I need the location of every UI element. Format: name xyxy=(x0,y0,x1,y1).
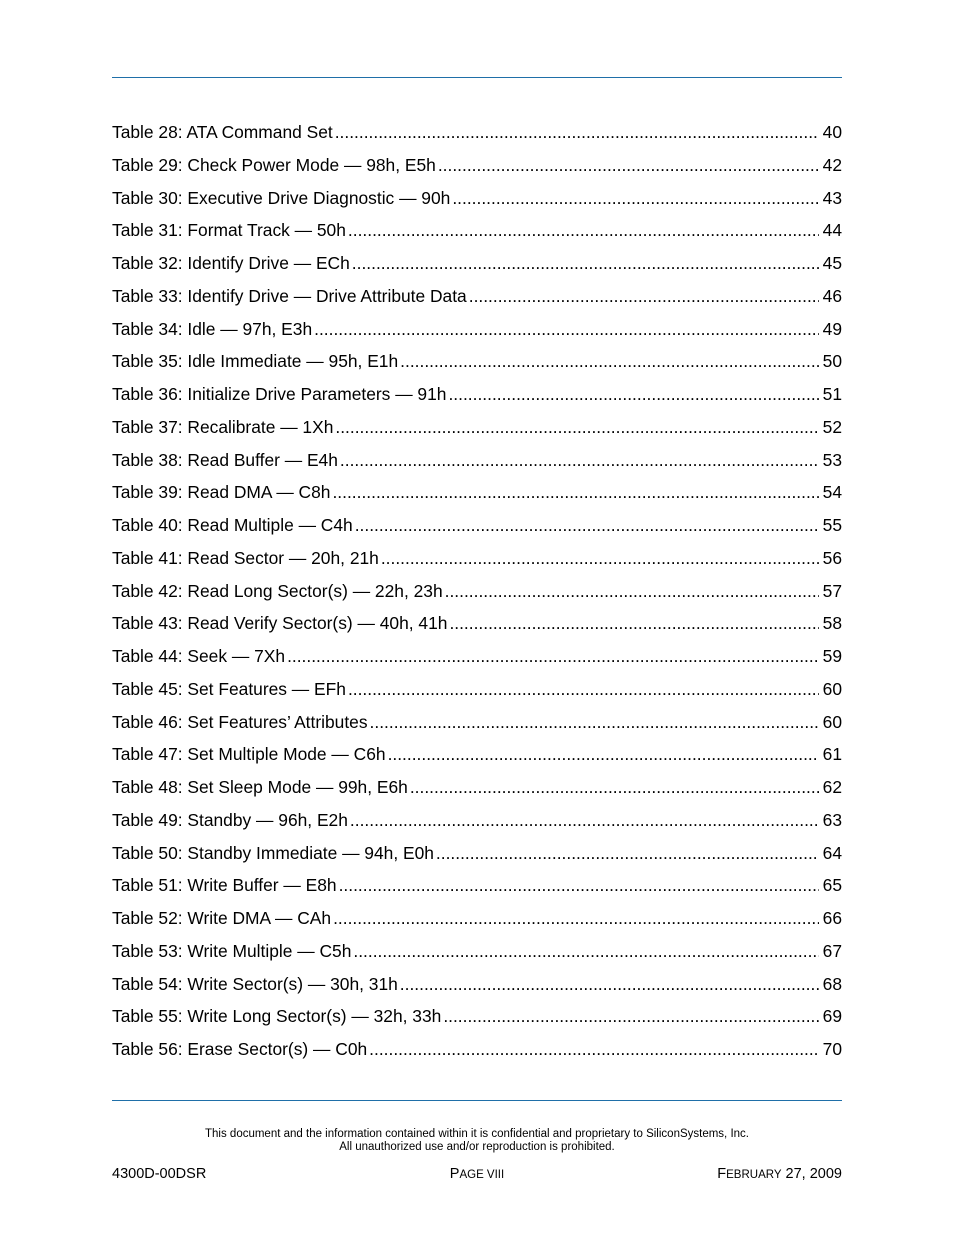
date-day-year: 27, 2009 xyxy=(781,1166,842,1182)
toc-entry[interactable] xyxy=(112,476,842,509)
toc-entry-title: Table 28: ATA Command Set xyxy=(112,122,333,142)
toc-dot-leader xyxy=(340,444,819,477)
toc-entry-page-number: 65 xyxy=(822,875,842,896)
toc-entry-page-number: 45 xyxy=(822,253,842,273)
toc-entry[interactable] xyxy=(112,640,842,673)
toc-entry-page-number: 56 xyxy=(822,547,842,568)
toc-entry-page-number: 59 xyxy=(822,646,842,666)
footer-rule xyxy=(112,1100,842,1101)
toc-entry[interactable] xyxy=(112,607,842,640)
toc-entry-title: Table 44: Seek — 7Xh xyxy=(112,646,286,666)
toc-entry-title: Table 30: Executive Drive Diagnostic — 90h xyxy=(112,187,451,208)
toc-entry-page-number: 46 xyxy=(822,285,842,306)
toc-entry[interactable] xyxy=(112,706,842,739)
toc-dot-leader xyxy=(350,804,819,837)
toc-entry-page-number: 60 xyxy=(822,711,842,732)
page-number-initial: P xyxy=(449,1166,460,1182)
toc-dot-leader xyxy=(443,1000,818,1033)
toc-dot-leader xyxy=(448,378,818,411)
toc-entry[interactable] xyxy=(112,575,842,608)
toc-entry-page-number: 42 xyxy=(822,154,842,175)
toc-dot-leader xyxy=(339,869,819,902)
toc-entry[interactable] xyxy=(112,968,842,1001)
toc-entry-title: Table 34: Idle — 97h, E3h xyxy=(112,318,313,339)
toc-entry-title: Table 52: Write DMA — CAh xyxy=(112,908,332,928)
toc-dot-leader xyxy=(314,313,819,346)
toc-entry-page-number: 55 xyxy=(822,515,842,535)
toc-entry-page-number: 58 xyxy=(822,613,842,634)
toc-entry-page-number: 43 xyxy=(822,187,842,208)
toc-entry-title: Table 45: Set Features — EFh xyxy=(112,678,346,699)
toc-entry-title: Table 37: Recalibrate — 1Xh xyxy=(112,416,334,437)
toc-dot-leader xyxy=(449,607,818,640)
toc-entry[interactable] xyxy=(112,771,842,804)
toc-dot-leader xyxy=(287,640,819,673)
toc-entry-page-number: 51 xyxy=(822,384,842,404)
toc-entry-page-number: 50 xyxy=(822,351,842,372)
toc-entry-title: Table 31: Format Track — 50h xyxy=(112,220,346,241)
toc-entry[interactable] xyxy=(112,935,842,968)
toc-entry[interactable] xyxy=(112,837,842,870)
toc-entry[interactable] xyxy=(112,673,842,706)
table-of-tables xyxy=(112,116,842,1066)
toc-entry-page-number: 69 xyxy=(822,1006,842,1027)
toc-dot-leader xyxy=(335,411,818,444)
toc-entry-title: Table 56: Erase Sector(s) — C0h xyxy=(112,1039,368,1059)
toc-dot-leader xyxy=(388,738,819,771)
toc-entry-title: Table 55: Write Long Sector(s) — 32h, 33h xyxy=(112,1006,442,1027)
toc-entry-title: Table 51: Write Buffer — E8h xyxy=(112,875,337,896)
document-date xyxy=(717,1166,842,1182)
toc-entry-title: Table 46: Set Features’ Attributes xyxy=(112,711,368,732)
toc-entry-page-number: 62 xyxy=(822,777,842,797)
toc-entry-page-number: 61 xyxy=(822,744,842,765)
toc-entry-page-number: 53 xyxy=(822,449,842,470)
toc-dot-leader xyxy=(469,280,819,313)
toc-entry[interactable] xyxy=(112,116,842,149)
toc-entry-title: Table 50: Standby Immediate — 94h, E0h xyxy=(112,842,434,863)
toc-entry[interactable] xyxy=(112,509,842,542)
toc-dot-leader xyxy=(400,345,819,378)
toc-dot-leader xyxy=(400,968,819,1001)
toc-entry-title: Table 36: Initialize Drive Parameters — 91h xyxy=(112,384,447,404)
toc-entry-title: Table 40: Read Multiple — C4h xyxy=(112,515,353,535)
toc-entry[interactable] xyxy=(112,869,842,902)
toc-entry-title: Table 35: Idle Immediate — 95h, E1h xyxy=(112,351,399,372)
toc-entry-title: Table 54: Write Sector(s) — 30h, 31h xyxy=(112,973,398,994)
toc-dot-leader xyxy=(348,214,819,247)
toc-entry[interactable] xyxy=(112,149,842,182)
toc-entry[interactable] xyxy=(112,444,842,477)
date-initial: F xyxy=(717,1166,727,1182)
confidentiality-notice-line-2: All unauthorized use and/or reproduction is prohibited. xyxy=(339,1140,615,1153)
toc-entry[interactable] xyxy=(112,1000,842,1033)
toc-dot-leader xyxy=(445,575,819,608)
toc-dot-leader xyxy=(381,542,819,575)
toc-dot-leader xyxy=(452,182,818,215)
toc-entry-page-number: 60 xyxy=(822,678,842,699)
toc-entry-title: Table 38: Read Buffer — E4h xyxy=(112,449,338,470)
toc-dot-leader xyxy=(333,902,819,935)
toc-entry[interactable] xyxy=(112,804,842,837)
toc-dot-leader xyxy=(335,116,819,149)
toc-entry-page-number: 63 xyxy=(822,809,842,830)
toc-entry-title: Table 53: Write Multiple — C5h xyxy=(112,940,352,961)
toc-dot-leader xyxy=(370,706,819,739)
toc-dot-leader xyxy=(348,673,819,706)
toc-entry[interactable] xyxy=(112,411,842,444)
toc-entry-title: Table 33: Identify Drive — Drive Attribute Data xyxy=(112,285,467,306)
toc-entry-page-number: 40 xyxy=(822,122,842,142)
toc-entry-title: Table 32: Identify Drive — ECh xyxy=(112,253,350,273)
toc-entry[interactable] xyxy=(112,1033,842,1066)
toc-entry[interactable] xyxy=(112,378,842,411)
document-number: 4300D-00DSR xyxy=(112,1166,207,1182)
date-month-rest: EBRUARY xyxy=(726,1169,782,1181)
toc-dot-leader xyxy=(410,771,819,804)
toc-entry-title: Table 41: Read Sector — 20h, 21h xyxy=(112,547,379,568)
page-number-rest: AGE VIII xyxy=(459,1169,505,1181)
toc-entry[interactable] xyxy=(112,280,842,313)
toc-dot-leader xyxy=(332,476,818,509)
toc-entry-title: Table 42: Read Long Sector(s) — 22h, 23h xyxy=(112,580,443,601)
toc-entry-title: Table 39: Read DMA — C8h xyxy=(112,482,331,503)
toc-entry-page-number: 70 xyxy=(822,1039,842,1059)
toc-entry-title: Table 49: Standby — 96h, E2h xyxy=(112,809,348,830)
toc-dot-leader xyxy=(369,1033,818,1066)
confidentiality-notice-line-1: This document and the information contained within it is confidential and proprietary to SiliconSystems, Inc. xyxy=(205,1128,749,1140)
toc-entry-title: Table 47: Set Multiple Mode — C6h xyxy=(112,744,386,765)
toc-entry-page-number: 44 xyxy=(822,220,842,241)
toc-entry[interactable] xyxy=(112,902,842,935)
toc-entry-page-number: 64 xyxy=(822,842,842,863)
toc-entry-title: Table 48: Set Sleep Mode — 99h, E6h xyxy=(112,777,408,797)
toc-dot-leader xyxy=(355,509,819,542)
toc-entry-page-number: 52 xyxy=(822,416,842,437)
toc-entry[interactable] xyxy=(112,738,842,771)
toc-entry-page-number: 68 xyxy=(822,973,842,994)
toc-entry[interactable] xyxy=(112,247,842,280)
toc-entry-page-number: 67 xyxy=(822,940,842,961)
toc-entry[interactable] xyxy=(112,214,842,247)
toc-entry[interactable] xyxy=(112,313,842,346)
toc-dot-leader xyxy=(436,837,819,870)
toc-entry-page-number: 54 xyxy=(822,482,842,503)
header-rule xyxy=(112,77,842,78)
toc-dot-leader xyxy=(438,149,819,182)
toc-entry-title: Table 29: Check Power Mode — 98h, E5h xyxy=(112,154,436,175)
toc-entry[interactable] xyxy=(112,542,842,575)
confidentiality-notice xyxy=(0,1128,954,1153)
toc-entry-page-number: 57 xyxy=(822,580,842,601)
toc-dot-leader xyxy=(353,935,818,968)
toc-entry[interactable] xyxy=(112,345,842,378)
toc-entry-title: Table 43: Read Verify Sector(s) — 40h, 41h xyxy=(112,613,448,634)
toc-entry-page-number: 49 xyxy=(822,318,842,339)
toc-dot-leader xyxy=(352,247,819,280)
toc-entry[interactable] xyxy=(112,182,842,215)
toc-entry-page-number: 66 xyxy=(822,908,842,928)
